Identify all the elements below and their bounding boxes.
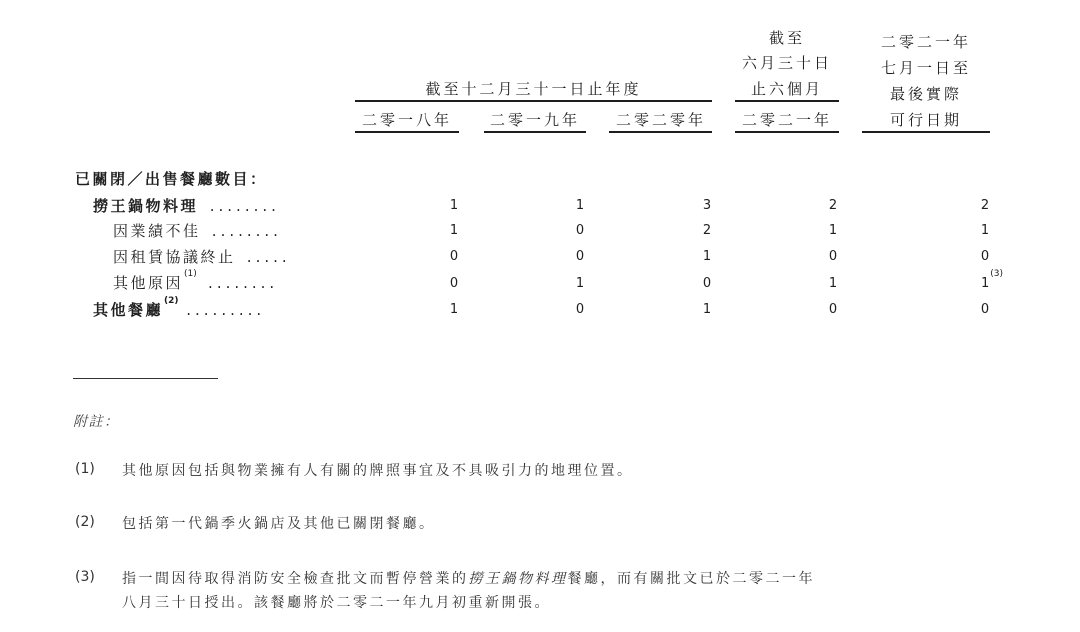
row-leader-dots: ..... [246, 248, 291, 266]
header-lpd-3: 可行日期 [889, 111, 962, 129]
cell-value: 1 [828, 276, 838, 291]
cell-value: 1 [980, 223, 990, 238]
cell-value: 1 [575, 276, 585, 291]
footnote-ref-1: (1) [184, 269, 197, 279]
footnote-number-1: (1) [75, 461, 95, 477]
footnote-3-line-1 [122, 567, 1022, 591]
row-label-text: 因業績不佳 [113, 222, 201, 240]
cell-value: 1 [449, 223, 459, 238]
header-lpd-2: 最後實際 [889, 85, 962, 103]
cell-value-with-ref [970, 269, 1010, 291]
footnote-3-line-2: 八月三十日授出。該餐廳將於二零二一年九月初重新開張。 [122, 595, 551, 611]
row-label-laowang [93, 195, 280, 216]
cell-value: 0 [575, 223, 585, 238]
cell-value: 2 [980, 198, 990, 213]
row-leader-dots: ........ [211, 222, 282, 240]
row-leader-dots: ......... [186, 301, 266, 319]
row-label-text: 其他餐廳 [93, 301, 164, 319]
cell-value: 0 [449, 249, 459, 264]
footnote-text-2: 包括第一代鍋季火鍋店及其他已關閉餐廳。 [122, 516, 436, 532]
header-six-month-2: 止六個月 [750, 80, 823, 98]
cell-value: 2 [828, 198, 838, 213]
footnote-ref-3: (3) [990, 269, 1004, 279]
header-col-2021: 二零二一年 [741, 111, 832, 129]
section-title: 已關閉／出售餐廳數目： [75, 170, 268, 188]
cell-value: 1 [828, 223, 838, 238]
cell-value: 0 [702, 276, 712, 291]
row-leader-dots: ........ [209, 197, 280, 215]
row-label-poor-performance [113, 220, 282, 241]
cell-value: 0 [828, 249, 838, 264]
header-col-2018: 二零一八年 [361, 111, 452, 129]
cell-value: 0 [980, 249, 990, 264]
cell-value: 0 [980, 302, 990, 317]
header-group-underline [355, 100, 712, 102]
cell-value: 1 [575, 198, 585, 213]
header-six-month-0: 截至 [768, 29, 805, 47]
header-lpd-0: 二零二一年 [880, 33, 971, 51]
cell-value: 0 [575, 249, 585, 264]
row-label-other-restaurants [93, 296, 266, 320]
cell-value: 1 [702, 302, 712, 317]
header-col-2019-underline [484, 131, 586, 133]
footnote-number-3: (3) [75, 569, 95, 585]
row-label-lease-termination [113, 246, 291, 267]
cell-value: 0 [828, 302, 838, 317]
header-lpd-1: 七月一日至 [880, 59, 971, 77]
footnote-number-2: (2) [75, 514, 95, 530]
row-label-text: 其他原因 [113, 274, 184, 292]
cell-value: 1 [449, 198, 459, 213]
row-label-text: 因租賃協議終止 [113, 248, 236, 266]
header-col-2018-underline [355, 131, 459, 133]
row-leader-dots: ........ [208, 274, 279, 292]
row-label-other-reasons [113, 269, 279, 293]
row-label-text: 撈王鍋物料理 [93, 197, 199, 215]
cell-value: 1 [702, 249, 712, 264]
cell-value: 0 [575, 302, 585, 317]
cell-value: 1 [981, 276, 990, 291]
cell-value: 1 [449, 302, 459, 317]
footnote-divider [73, 378, 218, 379]
header-fiscal-year-group: 截至十二月三十一日止年度 [425, 80, 642, 98]
header-col-2021-underline [735, 131, 839, 133]
header-col-2019: 二零一九年 [489, 111, 580, 129]
footnote-3-post: 餐廳，而有關批文已於二零二一年 [567, 571, 815, 587]
header-lpd-underline [862, 131, 990, 133]
footnote-text-1: 其他原因包括與物業擁有人有關的牌照事宜及不具吸引力的地理位置。 [122, 463, 634, 479]
cell-value: 3 [702, 198, 712, 213]
header-six-month-1: 六月三十日 [741, 54, 832, 72]
header-six-month-underline [735, 100, 839, 102]
header-col-2020: 二零二零年 [615, 111, 706, 129]
header-col-2020-underline [609, 131, 712, 133]
cell-value: 2 [702, 223, 712, 238]
footnote-ref-2: (2) [164, 296, 179, 306]
footnote-3-pre: 指一間因待取得消防安全檢查批文而暫停營業的 [122, 571, 469, 587]
cell-value: 0 [449, 276, 459, 291]
footnote-3-italic-brand: 撈王鍋物料理 [468, 571, 568, 587]
footnote-text-3 [122, 567, 1022, 615]
notes-title: 附註： [73, 414, 120, 430]
